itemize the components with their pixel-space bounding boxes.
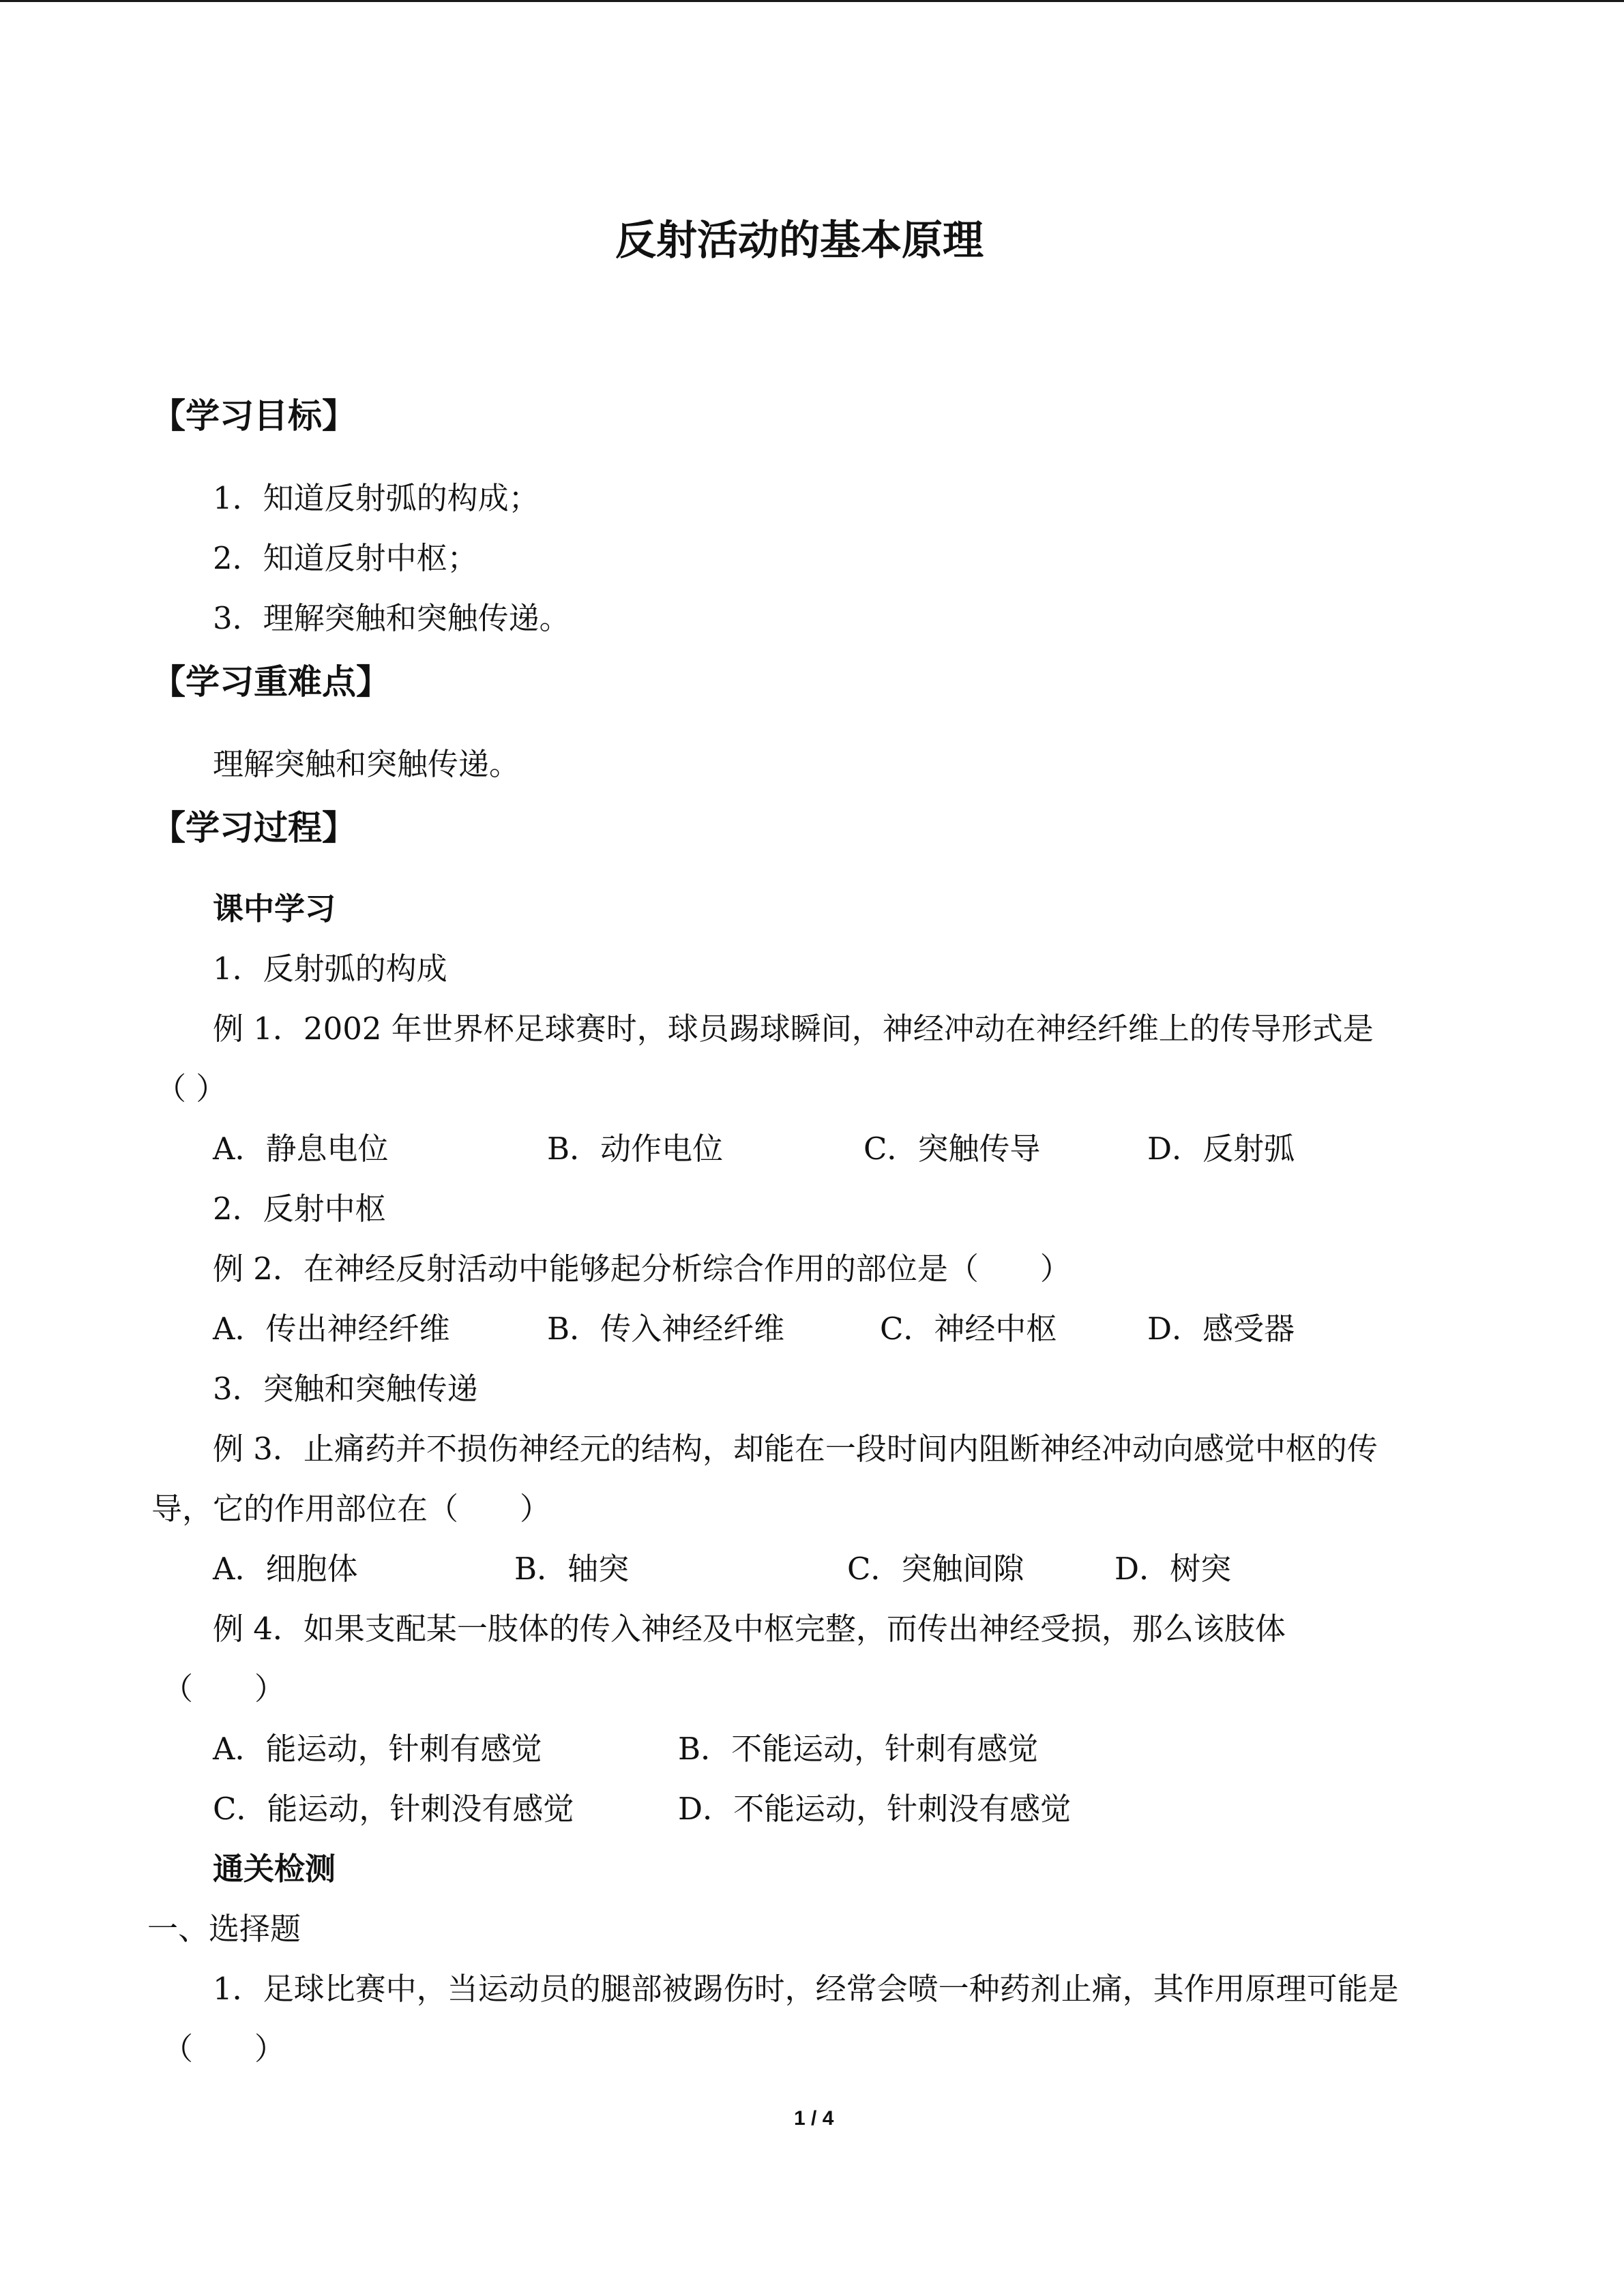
page-number: 1 / 4: [794, 2107, 834, 2130]
example-2-option-b: B．传入神经纤维: [547, 1311, 785, 1347]
question-1-line-1: 1．足球比赛中，当运动员的腿部被踢伤时，经常会喷一种药剂止痛，其作用原理可能是: [213, 1971, 1399, 2007]
example-1-option-c: C．突触传导: [863, 1131, 1041, 1167]
example-4-option-b: B．不能运动，针刺有感觉: [678, 1731, 1039, 1767]
section-heading: 2．反射中枢: [213, 1191, 386, 1227]
example-4-line-1: 例 4．如果支配某一肢体的传入神经及中枢完整，而传出神经受损，那么该肢体: [213, 1611, 1286, 1647]
example-4-option-c: C．能运动，针刺没有感觉: [213, 1791, 574, 1827]
example-4-option-d: D．不能运动，针刺没有感觉: [678, 1791, 1072, 1827]
process-heading: 【学习过程】: [151, 808, 356, 848]
example-1-option-a: A．静息电位: [213, 1131, 389, 1167]
page-title: 反射活动的基本原理: [615, 217, 984, 265]
example-3-option-c: C．突触间隙: [847, 1551, 1024, 1587]
example-3-line-2: 导，它的作用部位在（ ）: [151, 1491, 551, 1527]
section-heading: 3．突触和突触传递: [213, 1371, 478, 1407]
key-points-text: 理解突触和突触传递。: [213, 746, 520, 782]
check-heading: 通关检测: [213, 1851, 336, 1887]
example-2-option-a: A．传出神经纤维: [213, 1311, 450, 1347]
example-3-option-d: D．树突: [1114, 1551, 1232, 1587]
in-class-label: 课中学习: [213, 891, 336, 927]
example-4-option-a: A．能运动，针刺有感觉: [213, 1731, 542, 1767]
objective-item: 3．理解突触和突触传递。: [213, 600, 570, 636]
example-1-option-b: B．动作电位: [547, 1131, 724, 1167]
section-heading: 1．反射弧的构成: [213, 951, 447, 987]
key-points-heading: 【学习重难点】: [151, 662, 390, 702]
objective-item: 1．知道反射弧的构成；: [213, 480, 540, 516]
example-1-option-d: D．反射弧: [1147, 1131, 1295, 1167]
example-1-line-2: （ ）: [156, 1071, 227, 1107]
example-3-option-b: B．轴突: [514, 1551, 630, 1587]
example-1-line-1: 例 1．2002 年世界杯足球赛时，球员踢球瞬间，神经冲动在神经纤维上的传导形式是: [213, 1011, 1374, 1047]
question-1-line-2: （ ）: [162, 2031, 286, 2067]
example-2-option-c: C．神经中枢: [880, 1311, 1057, 1347]
example-2-line-1: 例 2．在神经反射活动中能够起分析综合作用的部位是（ ）: [213, 1251, 1071, 1287]
objective-item: 2．知道反射中枢；: [213, 540, 478, 576]
example-3-option-a: A．细胞体: [213, 1551, 358, 1587]
part-heading: 一、选择题: [147, 1911, 301, 1947]
example-3-line-1: 例 3．止痛药并不损伤神经元的结构，却能在一段时间内阻断神经冲动向感觉中枢的传: [213, 1431, 1378, 1467]
example-4-line-2: （ ）: [162, 1671, 286, 1707]
example-2-option-d: D．感受器: [1147, 1311, 1295, 1347]
objectives-heading: 【学习目标】: [151, 396, 356, 436]
